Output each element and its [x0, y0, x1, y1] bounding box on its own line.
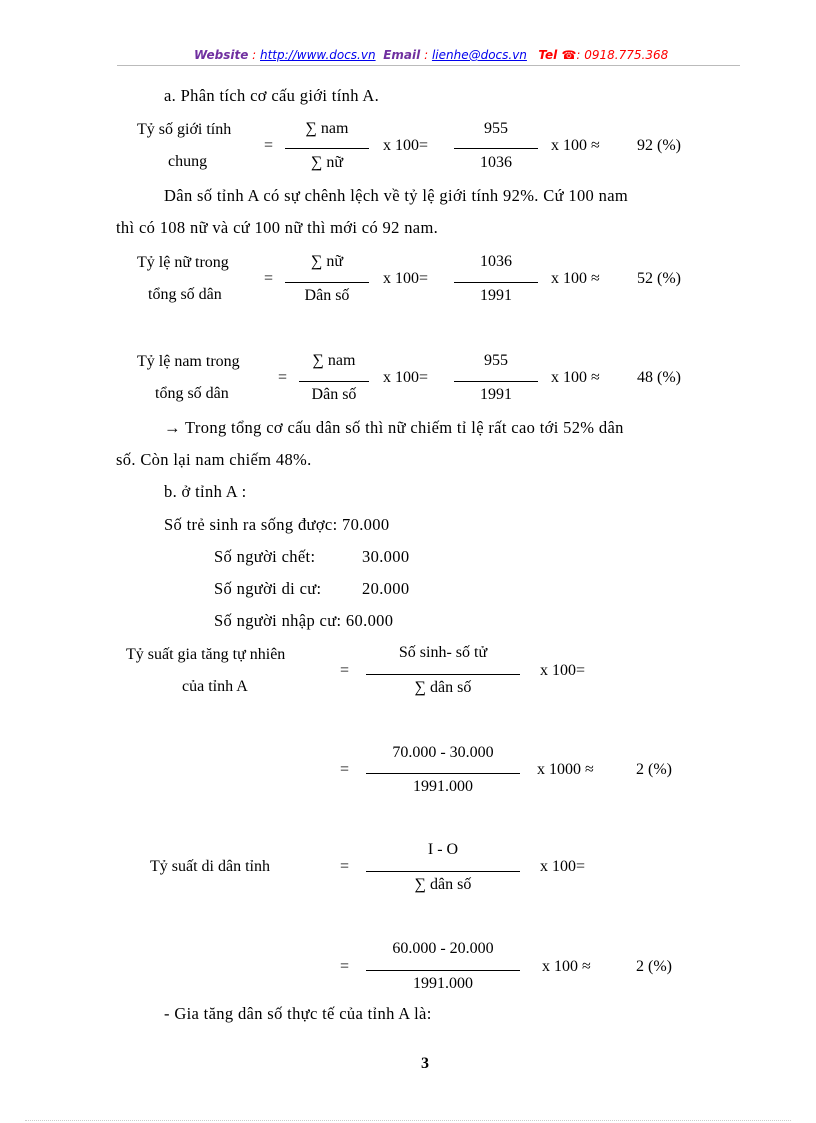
equals-sign: = — [278, 369, 288, 386]
numerator: ∑ nam — [305, 120, 349, 137]
stat-deaths-label: Số người chết: — [214, 547, 316, 566]
email-label: Email — [383, 48, 421, 62]
website-label: Website — [194, 48, 249, 62]
multiplier: x 100 ≈ — [551, 270, 600, 287]
denominator: Dân số — [304, 287, 350, 304]
fraction-bar — [366, 871, 520, 872]
denominator: ∑ nữ — [310, 154, 344, 171]
denominator: Dân số — [311, 386, 357, 403]
paragraph-line — [164, 418, 624, 438]
stat-emigrants-label: Số người di cư: — [214, 579, 322, 598]
arrow-icon: → — [164, 418, 181, 437]
formula-label: của tỉnh A — [182, 678, 248, 695]
page-header — [194, 48, 668, 62]
numerator: ∑ nữ — [310, 253, 344, 270]
paragraph-line: - Gia tăng dân số thực tế của tỉnh A là: — [164, 1004, 432, 1023]
numerator: 1036 — [480, 253, 512, 270]
equals-sign: = — [340, 662, 350, 679]
numerator: 70.000 - 30.000 — [392, 744, 494, 761]
result: 52 (%) — [637, 270, 681, 287]
fraction-bar — [454, 381, 538, 382]
numerator: I - O — [427, 841, 459, 858]
equals-sign: = — [340, 958, 350, 975]
formula-label: Tỷ số giới tính — [137, 121, 232, 138]
fraction-bar — [366, 773, 520, 774]
numerator: 955 — [484, 120, 508, 137]
website-link[interactable]: http://www.docs.vn — [260, 48, 376, 62]
fraction-bar — [285, 282, 369, 283]
numerator: 60.000 - 20.000 — [392, 940, 494, 957]
result: 2 (%) — [636, 761, 672, 778]
formula-label: Tỷ suất gia tăng tự nhiên — [126, 646, 286, 663]
numerator: ∑ nam — [312, 352, 356, 369]
multiplier: x 100 ≈ — [551, 137, 600, 154]
equals-sign: = — [264, 137, 274, 154]
formula-label: Tỷ lệ nữ trong — [137, 254, 229, 271]
stat-emigrants-value: 20.000 — [362, 579, 410, 598]
paragraph-line: thì có 108 nữ và cứ 100 nữ thì mới có 92 nam. — [116, 218, 439, 237]
multiplier: x 1000 ≈ — [537, 761, 594, 778]
fraction-bar — [285, 148, 369, 149]
email-link[interactable]: lienhe@docs.vn — [431, 48, 527, 62]
formula-label: tổng số dân — [155, 385, 229, 402]
denominator: 1991 — [480, 386, 512, 403]
equals-sign: = — [264, 270, 274, 287]
stat-deaths-value: 30.000 — [362, 547, 410, 566]
equals-sign: = — [340, 858, 350, 875]
stat-immigrants: Số người nhập cư: 60.000 — [214, 611, 394, 630]
denominator: 1991.000 — [413, 975, 473, 992]
equals-sign: = — [340, 761, 350, 778]
stat-births: Số trẻ sinh ra sống được: 70.000 — [164, 515, 390, 534]
formula-label: tổng số dân — [148, 286, 222, 303]
denominator: ∑ dân số — [414, 679, 472, 696]
paragraph-text: Trong tổng cơ cấu dân số thì nữ chiếm tỉ lệ rất cao tới 52% dân — [185, 418, 624, 437]
tel-label: Tel ☎ — [538, 48, 577, 62]
phone-number: : 0918.775.368 — [576, 48, 669, 62]
paragraph-line: số. Còn lại nam chiếm 48%. — [116, 450, 312, 469]
footer-rule — [25, 1120, 791, 1121]
multiplier: x 100= — [540, 662, 586, 679]
section-b-title: b. ở tỉnh A : — [164, 482, 247, 501]
multiplier: x 100= — [540, 858, 586, 875]
denominator: 1991 — [480, 287, 512, 304]
multiplier: x 100= — [383, 270, 429, 287]
page-number: 3 — [421, 1055, 429, 1072]
paragraph-line: Dân số tỉnh A có sự chênh lệch về tỷ lệ giới tính 92%. Cứ 100 nam — [164, 186, 629, 205]
fraction-bar — [366, 674, 520, 675]
formula-label: Tỷ suất di dân tỉnh — [150, 858, 270, 875]
multiplier: x 100 ≈ — [542, 958, 591, 975]
fraction-bar — [299, 381, 369, 382]
header-separator: : — [248, 48, 260, 62]
section-a-title: a. Phân tích cơ cấu giới tính A. — [164, 86, 380, 105]
result: 2 (%) — [636, 958, 672, 975]
denominator: 1036 — [480, 154, 512, 171]
multiplier: x 100= — [383, 369, 429, 386]
numerator: Số sinh- số tử — [398, 644, 488, 661]
fraction-bar — [454, 148, 538, 149]
fraction-bar — [454, 282, 538, 283]
header-rule — [117, 65, 740, 66]
multiplier: x 100 ≈ — [551, 369, 600, 386]
result: 92 (%) — [637, 137, 681, 154]
multiplier: x 100= — [383, 137, 429, 154]
fraction-bar — [366, 970, 520, 971]
formula-label: Tỷ lệ nam trong — [137, 353, 240, 370]
denominator: ∑ dân số — [414, 876, 472, 893]
formula-label: chung — [168, 153, 208, 170]
result: 48 (%) — [637, 369, 681, 386]
denominator: 1991.000 — [413, 778, 473, 795]
header-separator: : — [420, 48, 432, 62]
numerator: 955 — [484, 352, 508, 369]
